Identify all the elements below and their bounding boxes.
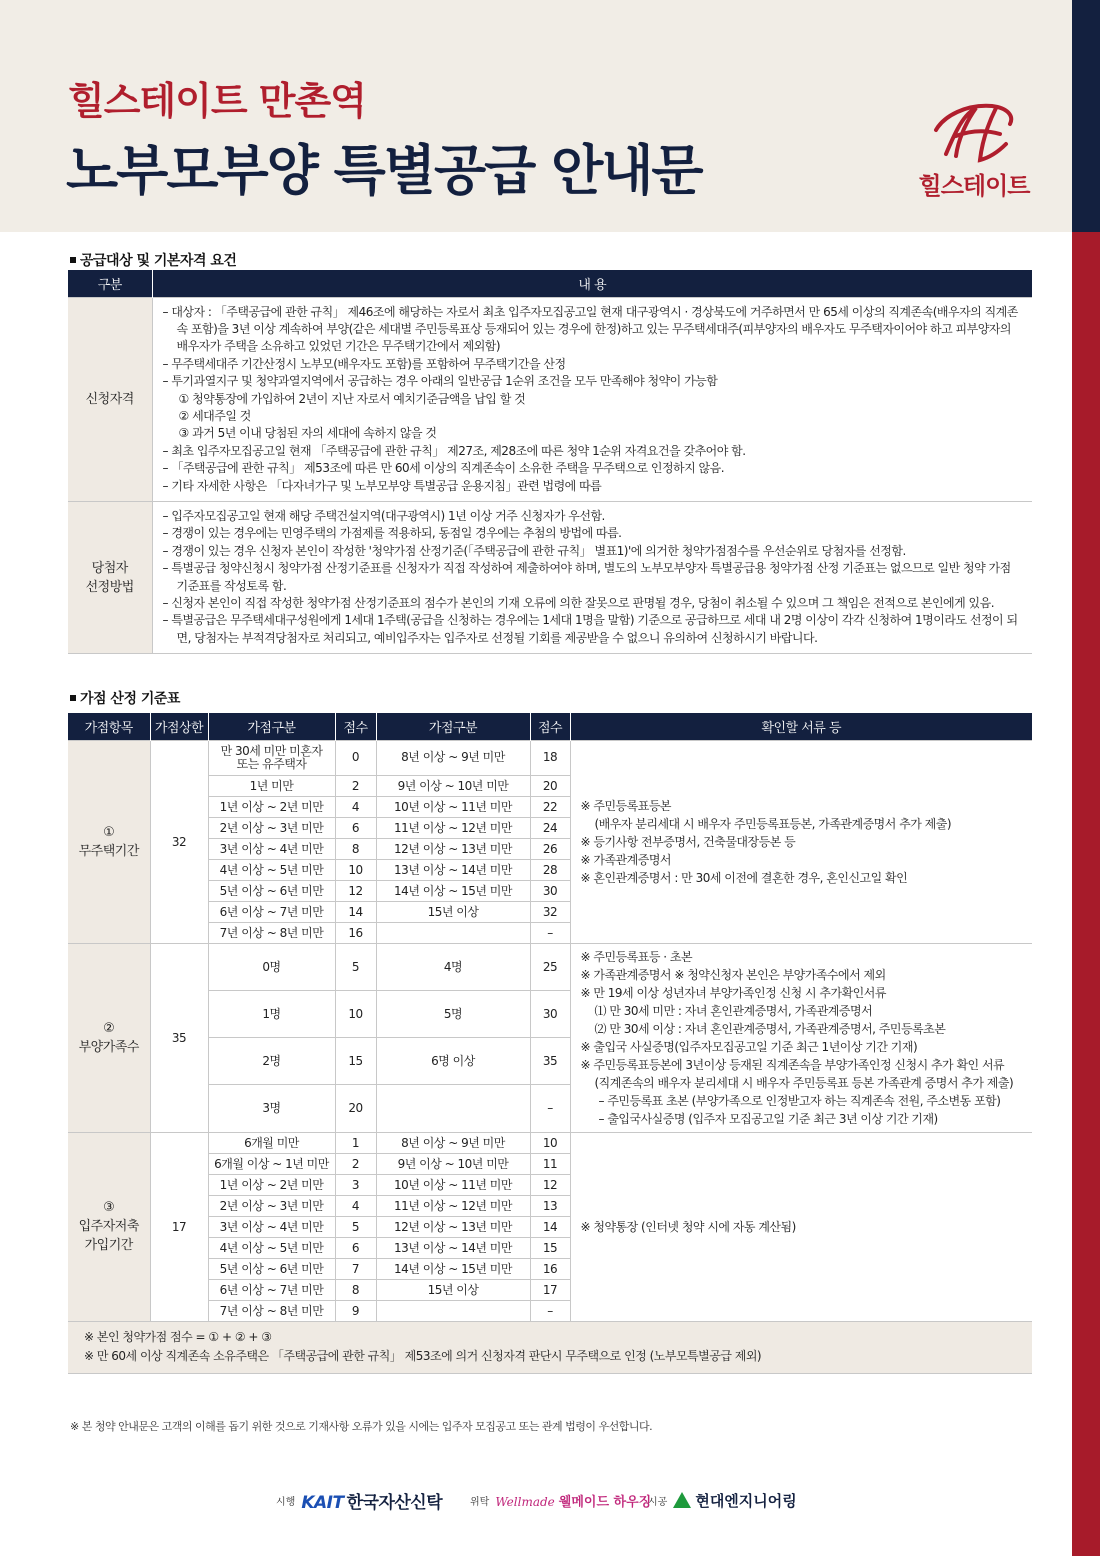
score-points: 30 (530, 990, 570, 1037)
score-points: 16 (530, 1258, 570, 1279)
score-points: 5 (335, 1216, 376, 1237)
constructor (648, 1486, 797, 1514)
content-line: – 대상자 : 「주택공급에 관한 규칙」 제46조에 해당하는 자로서 최초 입주자모집공고일 현재 대구광역시 · 경상북도에 거주하면서 만 65세 이상의 직계존속(배우자의 직계존속 포함)을 3년 이상 계속하여 부양(같은 세대별 주민등록표상 등재되어 있는 경우에 한정)하고 있는 무주택세대주(피부양자의 배우자도 무주택자이어야 하고 피부양자의 배우자가 주택을 소유하고 있었던 기간은 무주택기간에서 제외함) (162, 304, 1018, 354)
score-range: 6년 이상 ~ 7년 미만 (208, 901, 335, 922)
score-points: 35 (530, 1038, 570, 1085)
score-range: 1년 미만 (208, 775, 335, 796)
score-points: 0 (335, 740, 376, 775)
content-line: – 경쟁이 있는 경우에는 민영주택의 가점제를 적용하되, 동점일 경우에는 추첨의 방법에 따름. (162, 526, 622, 541)
eligibility-table (68, 270, 1032, 654)
hyundai-triangle-icon (673, 1492, 691, 1508)
content-line: ② 세대주일 것 (178, 408, 251, 423)
score-range: 2년 이상 ~ 3년 미만 (208, 817, 335, 838)
row-content (152, 501, 1032, 653)
developer (276, 1486, 442, 1514)
company-trustee: 웰메이드 하우징 (558, 1494, 652, 1510)
score-row (68, 943, 1032, 990)
score-points: 32 (530, 901, 570, 922)
score-points: 14 (530, 1216, 570, 1237)
score-points: 1 (335, 1132, 376, 1153)
score-range: 1년 이상 ~ 2년 미만 (208, 1174, 335, 1195)
score-range: 5년 이상 ~ 6년 미만 (208, 880, 335, 901)
score-points: 9 (335, 1300, 376, 1321)
score-range (376, 1300, 530, 1321)
score-points: 28 (530, 859, 570, 880)
role-trustee: 위탁 (470, 1496, 490, 1508)
content-line: – 특별공급은 무주택세대구성원에게 1세대 1주택(공급을 신청하는 경우에는 1세대 1명을 말함) 기준으로 공급하므로 세대 내 2명 이상이 각각 신청하여 1명이라도 선정이 되면, 당첨자는 부적격당첨자로 처리되고, 예비입주자는 입주자로 선정될 기회를 제공받을 수 없으니 유의하여 신청하시기 바랍니다. (162, 613, 1018, 645)
score-points: 12 (335, 880, 376, 901)
score-range: 7년 이상 ~ 8년 미만 (208, 922, 335, 943)
score-range: 2명 (208, 1038, 335, 1085)
role-developer: 시행 (276, 1496, 296, 1508)
document-line: – 주민등록표 초본 (부양가족으로 인정받고자 하는 직계존속 전원, 주소변동 포함) (598, 1093, 1001, 1108)
score-points: 13 (530, 1195, 570, 1216)
section-title-eligibility: 공급대상 및 기본자격 요건 (70, 250, 236, 270)
score-range: 만 30세 미만 미혼자 또는 유주택자 (208, 740, 335, 775)
score-max: 35 (150, 943, 208, 1132)
score-points: 24 (530, 817, 570, 838)
document-line: ※ 출입국 사실증명(입주자모집공고일 기준 최근 1년이상 기간 기재) (580, 1039, 918, 1054)
right-stripe-red (1072, 232, 1100, 1556)
document-line: ※ 주민등록표등 · 초본 (580, 949, 693, 964)
score-points: – (530, 922, 570, 943)
content-line: – 무주택세대주 기간산정시 노부모(배우자도 포함)를 포함하여 무주택기간을 산정 (162, 356, 566, 371)
score-points: 14 (335, 901, 376, 922)
score-range: 2년 이상 ~ 3년 미만 (208, 1195, 335, 1216)
score-range: 13년 이상 ~ 14년 미만 (376, 1237, 530, 1258)
company-constructor: 현대엔지니어링 (695, 1491, 797, 1510)
col-header-content: 내 용 (152, 270, 1032, 297)
document-line: ⑵ 만 30세 이상 : 자녀 혼인관계증명서, 가족관계증명서, 주민등록초본 (594, 1021, 946, 1036)
score-range: 4년 이상 ~ 5년 미만 (208, 859, 335, 880)
note-line: ※ 만 60세 이상 직계존속 소유주택은 「주택공급에 관한 규칙」 제53조에 의거 신청자격 판단시 무주택으로 인정 (노부모특별공급 제외) (84, 1349, 762, 1363)
score-item: ③ 입주자저축 가입기간 (68, 1132, 150, 1321)
document-line: ※ 가족관계증명서 (580, 852, 672, 867)
notes-row (68, 1321, 1032, 1373)
score-range: 6개월 미만 (208, 1132, 335, 1153)
score-range: 10년 이상 ~ 11년 미만 (376, 1174, 530, 1195)
footer (0, 1486, 1072, 1514)
document-line: (배우자 분리세대 시 배우자 주민등록표등본, 가족관계증명서 추가 제출) (594, 816, 952, 831)
score-range: 3년 이상 ~ 4년 미만 (208, 1216, 335, 1237)
document-line: ※ 만 19세 이상 성년자녀 부양가족인정 신청 시 추가확인서류 (580, 985, 886, 1000)
complex-name: 힐스테이트 만촌역 (68, 79, 366, 123)
score-points: 5 (335, 943, 376, 990)
disclaimer: ※ 본 청약 안내문은 고객의 이해를 돕기 위한 것으로 기재사항 오류가 있을 시에는 입주자 모집공고 또는 관계 법령이 우선합니다. (70, 1420, 653, 1433)
role-constructor: 시공 (648, 1496, 668, 1508)
document-line: ⑴ 만 30세 미만 : 자녀 혼인관계증명서, 가족관계증명서 (594, 1003, 873, 1018)
company-developer: 한국자산신탁 (346, 1492, 443, 1513)
score-row (68, 1132, 1032, 1153)
score-range: 6개월 이상 ~ 1년 미만 (208, 1153, 335, 1174)
document-line: (직계존속의 배우자 분리세대 시 배우자 주민등록표 등본 가족관계 증명서 추가 제출) (594, 1075, 1014, 1090)
score-range: 15년 이상 (376, 1279, 530, 1300)
score-points: 26 (530, 838, 570, 859)
content-line: – 입주자모집공고일 현재 해당 주택건설지역(대구광역시) 1년 이상 거주 신청자가 우선함. (162, 508, 605, 523)
trustee (470, 1486, 651, 1514)
score-points: 10 (530, 1132, 570, 1153)
score-range: 5년 이상 ~ 6년 미만 (208, 1258, 335, 1279)
score-points: 15 (335, 1038, 376, 1085)
score-table (68, 713, 1032, 1374)
content-line: – 최초 입주자모집공고일 현재 「주택공급에 관한 규칙」 제27조, 제28조에 따른 청약 1순위 자격요건을 갖추어야 함. (162, 443, 746, 458)
score-range: 1명 (208, 990, 335, 1037)
kait-logo: KAIT (301, 1492, 344, 1513)
content-line: – 투기과열지구 및 청약과열지역에서 공급하는 경우 아래의 일반공급 1순위 조건을 모두 만족해야 청약이 가능함 (162, 374, 718, 389)
document-line: – 출입국사실증명 (입주자 모집공고일 기준 최근 3년 이상 기간 기재) (598, 1111, 938, 1126)
score-points: 20 (335, 1085, 376, 1132)
score-range (376, 1085, 530, 1132)
required-documents (570, 943, 1032, 1132)
score-range: 12년 이상 ~ 13년 미만 (376, 838, 530, 859)
score-range: 10년 이상 ~ 11년 미만 (376, 796, 530, 817)
score-range: 14년 이상 ~ 15년 미만 (376, 880, 530, 901)
score-points: 25 (530, 943, 570, 990)
score-range: 8년 이상 ~ 9년 미만 (376, 1132, 530, 1153)
score-range (376, 922, 530, 943)
content-line: – 경쟁이 있는 경우 신청자 본인이 작성한 '청약가점 산정기준(「주택공급에 관한 규칙」 별표1)'에 의거한 청약가점점수를 우선순위로 당첨자를 선정함. (162, 543, 906, 558)
score-points: 10 (335, 859, 376, 880)
score-points: 15 (530, 1237, 570, 1258)
score-points: 4 (335, 1195, 376, 1216)
score-row (68, 740, 1032, 775)
col-header: 가점항목 (68, 713, 150, 740)
score-points: 6 (335, 1237, 376, 1258)
col-header: 가점구분 (208, 713, 335, 740)
score-points: 17 (530, 1279, 570, 1300)
score-range: 11년 이상 ~ 12년 미만 (376, 817, 530, 838)
score-points: 18 (530, 740, 570, 775)
score-range: 6명 이상 (376, 1038, 530, 1085)
score-range: 5명 (376, 990, 530, 1037)
score-range: 0명 (208, 943, 335, 990)
col-header-category: 구분 (68, 270, 152, 297)
score-points: 8 (335, 838, 376, 859)
score-range: 4년 이상 ~ 5년 미만 (208, 1237, 335, 1258)
score-points: 10 (335, 990, 376, 1037)
section-title-score: 가점 산정 기준표 (70, 688, 180, 708)
score-range: 11년 이상 ~ 12년 미만 (376, 1195, 530, 1216)
right-stripe-navy (1072, 0, 1100, 232)
score-points: – (530, 1300, 570, 1321)
document-line: ※ 가족관계증명서 ※ 청약신청자 본인은 부양가족수에서 제외 (580, 967, 886, 982)
score-range: 12년 이상 ~ 13년 미만 (376, 1216, 530, 1237)
score-max: 17 (150, 1132, 208, 1321)
score-points: 11 (530, 1153, 570, 1174)
score-points: 2 (335, 775, 376, 796)
score-range: 3년 이상 ~ 4년 미만 (208, 838, 335, 859)
content-line: – 특별공급 청약신청시 청약가점 산정기준표를 신청자가 직접 작성하여 제출하여야 하며, 별도의 노부모부양자 특별공급용 청약가점 산정 기준표는 없으므로 일반 청약 가점 기준표를 작성토록 함. (162, 561, 1011, 593)
score-max: 32 (150, 740, 208, 943)
content-line: ③ 과거 5년 이내 당첨된 자의 세대에 속하지 않을 것 (178, 426, 437, 441)
score-range: 7년 이상 ~ 8년 미만 (208, 1300, 335, 1321)
score-range: 3명 (208, 1085, 335, 1132)
content-line: – 신청자 본인이 직접 작성한 청약가점 산정기준표의 점수가 본인의 기재 오류에 의한 잘못으로 판명될 경우, 당첨이 취소될 수 있으며 그 책임은 전적으로 본인에게 있음. (162, 596, 995, 610)
score-points: 2 (335, 1153, 376, 1174)
col-header: 점수 (530, 713, 570, 740)
score-range: 8년 이상 ~ 9년 미만 (376, 740, 530, 775)
score-range: 6년 이상 ~ 7년 미만 (208, 1279, 335, 1300)
document-line: ※ 혼인관계증명서 : 만 30세 이전에 결혼한 경우, 혼인신고일 확인 (580, 870, 908, 885)
page-title: 노부모부양 특별공급 안내문 (66, 139, 702, 202)
score-points: 30 (530, 880, 570, 901)
content-line: – 「주택공급에 관한 규칙」 제53조에 따른 만 60세 이상의 직계존속이 소유한 주택을 무주택으로 인정하지 않음. (162, 461, 725, 476)
score-range: 4명 (376, 943, 530, 990)
document-line: ※ 청약통장 (인터넷 청약 시에 자동 계산됨) (580, 1219, 796, 1234)
content-line: – 기타 자세한 사항은 「다자녀가구 및 노부모부양 특별공급 운용지침」관련 법령에 따름 (162, 478, 602, 493)
score-points: 20 (530, 775, 570, 796)
note-line: ※ 본인 청약가점 점수 = ① + ② + ③ (84, 1330, 272, 1344)
col-header: 점수 (335, 713, 376, 740)
score-range: 13년 이상 ~ 14년 미만 (376, 859, 530, 880)
score-points: 8 (335, 1279, 376, 1300)
document-line: ※ 주민등록표등본에 3년이상 등재된 직계존속을 부양가족인정 신청시 추가 확인 서류 (580, 1057, 1005, 1072)
document-line: ※ 등기사항 전부증명서, 건축물대장등본 등 (580, 834, 796, 849)
required-documents (570, 1132, 1032, 1321)
score-range: 9년 이상 ~ 10년 미만 (376, 775, 530, 796)
row-label: 신청자격 (68, 297, 152, 501)
score-points: 7 (335, 1258, 376, 1279)
eligibility-row (68, 501, 1032, 653)
score-range: 15년 이상 (376, 901, 530, 922)
col-header: 확인할 서류 등 (570, 713, 1032, 740)
content-line: ① 청약통장에 가입하여 2년이 지난 자로서 예치기준금액을 납입 할 것 (178, 391, 526, 406)
score-points: 3 (335, 1174, 376, 1195)
score-points: 22 (530, 796, 570, 817)
hillstate-h-logo-icon (926, 100, 1022, 168)
eligibility-row (68, 297, 1032, 501)
hillstate-logo (912, 100, 1036, 200)
logo-text: 힐스테이트 (918, 172, 1030, 200)
header (0, 0, 1072, 232)
score-points: 4 (335, 796, 376, 817)
score-points: 16 (335, 922, 376, 943)
score-points: 6 (335, 817, 376, 838)
score-range: 9년 이상 ~ 10년 미만 (376, 1153, 530, 1174)
col-header: 가점상한 (150, 713, 208, 740)
score-item: ① 무주택기간 (68, 740, 150, 943)
required-documents (570, 740, 1032, 943)
score-points: – (530, 1085, 570, 1132)
score-item: ② 부양가족수 (68, 943, 150, 1132)
score-range: 14년 이상 ~ 15년 미만 (376, 1258, 530, 1279)
document-line: ※ 주민등록표등본 (580, 798, 672, 813)
wellmade-logo: Wellmade (495, 1494, 555, 1509)
row-content (152, 297, 1032, 501)
col-header: 가점구분 (376, 713, 530, 740)
score-range: 1년 이상 ~ 2년 미만 (208, 796, 335, 817)
score-points: 12 (530, 1174, 570, 1195)
score-notes (68, 1321, 1032, 1373)
row-label: 당첨자 선정방법 (68, 501, 152, 653)
